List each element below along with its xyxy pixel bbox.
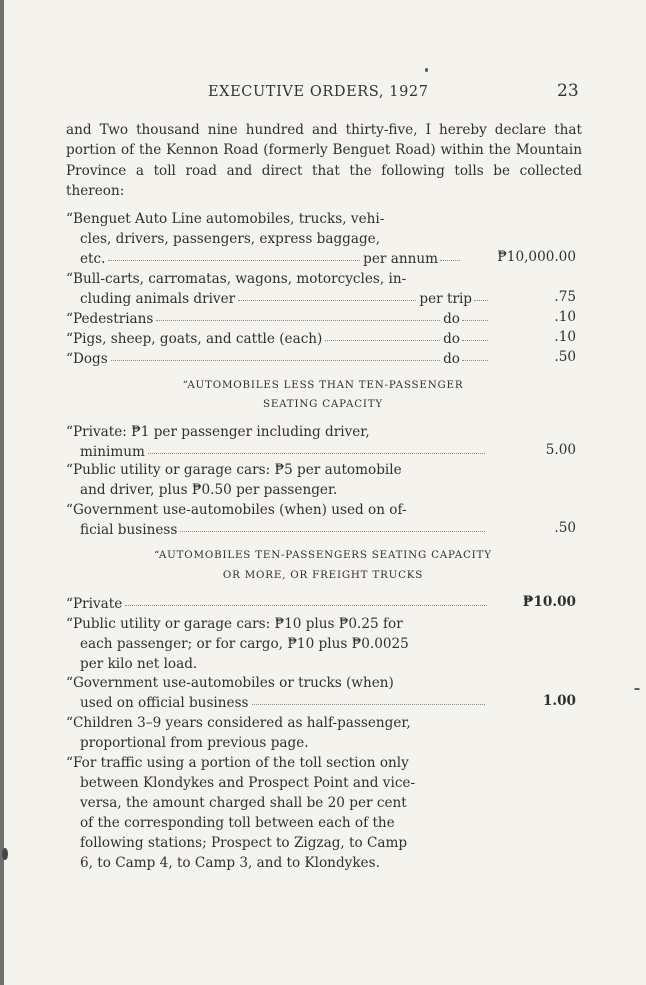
toll-text: cles, drivers, passengers, express baggage,: [80, 231, 381, 247]
page-number: 23: [557, 81, 579, 101]
leader-dots: [325, 330, 440, 341]
children-line1: [66, 713, 411, 733]
leader-dots: [156, 310, 440, 321]
toll-benguet-line1: [66, 209, 384, 229]
section-heading-large-line1: “AUTOMOBILES TEN-PASSENGERS SEATING CAPACITY: [154, 549, 492, 561]
ink-speck: [425, 68, 428, 72]
toll-text: “Public utility or garage cars: ₱5 per automobile: [66, 462, 402, 478]
toll-text: “Bull-carts, carromatas, wagons, motorcycles, in-: [66, 271, 407, 287]
traffic-line4: [80, 813, 395, 833]
leader-dots: [108, 250, 360, 261]
toll-dogs-line: [66, 349, 488, 369]
leader-dots: [148, 443, 485, 454]
toll-dogs-amount: .50: [554, 349, 576, 365]
leader-dots: [462, 330, 488, 341]
toll-pigs-line: [66, 329, 488, 349]
toll-text: and driver, plus ₱0.50 per passenger.: [80, 482, 338, 498]
leader-dots: [111, 350, 440, 361]
large-gov-amount: 1.00: [542, 693, 576, 709]
page-header-title: EXECUTIVE ORDERS, 1927: [208, 84, 429, 100]
toll-text: “Government use-automobiles or trucks (when): [66, 675, 394, 691]
toll-label: cluding animals driver: [80, 291, 236, 307]
toll-label: ficial business: [80, 522, 178, 538]
small-public-line2: [80, 480, 337, 500]
toll-bullcarts-line1: [66, 269, 406, 289]
large-gov-line2: [80, 693, 488, 713]
large-public-line1: [66, 614, 403, 634]
toll-pedestrians-line: [66, 309, 488, 329]
section-heading-small-line2: SEATING CAPACITY: [262, 398, 384, 410]
leader-dots: [440, 250, 460, 261]
toll-bullcarts-amount: .75: [554, 289, 576, 305]
small-gov-line2: [80, 520, 488, 540]
large-public-line2: [80, 634, 409, 654]
leader-dots: [462, 310, 488, 321]
large-private-amount: ₱10.00: [522, 594, 576, 610]
small-private-line2: [80, 442, 488, 462]
toll-text: 6, to Camp 4, to Camp 3, and to Klondykes.: [80, 855, 380, 871]
traffic-line6: [80, 853, 380, 873]
toll-text: proportional from previous page.: [80, 735, 309, 751]
toll-text: “For traffic using a portion of the toll section only: [66, 755, 409, 771]
toll-label: “Pigs, sheep, goats, and cattle (each): [66, 331, 323, 347]
toll-label: “Pedestrians: [66, 311, 154, 327]
section-heading-large-line2: OR MORE, OR FREIGHT TRUCKS: [222, 569, 424, 581]
large-gov-line1: [66, 673, 394, 693]
small-private-line1: [66, 422, 370, 442]
ink-speck: [2, 848, 8, 860]
toll-text: of the corresponding toll between each of the: [80, 815, 395, 831]
toll-benguet-line2: [80, 229, 380, 249]
toll-pigs-amount: .10: [554, 329, 576, 345]
toll-label: used on official business: [80, 695, 249, 711]
toll-text: “Children 3–9 years considered as half-passenger,: [66, 715, 411, 731]
section-heading-small-line1: “AUTOMOBILES LESS THAN TEN-PASSENGER: [182, 379, 464, 391]
traffic-line2: [80, 773, 415, 793]
toll-benguet-line3: [80, 249, 460, 269]
toll-label: etc.: [80, 251, 106, 267]
large-private-line: [66, 594, 490, 614]
children-line2: [80, 733, 309, 753]
leader-dots: [180, 521, 485, 532]
toll-text: between Klondykes and Prospect Point and vice-: [80, 775, 416, 791]
toll-text: each passenger; or for cargo, ₱10 plus ₱0.0025: [80, 636, 409, 652]
toll-unit: do: [443, 331, 460, 347]
toll-text: per kilo net load.: [80, 656, 198, 672]
intro-paragraph: and Two thousand nine hundred and thirty-five, I hereby declare that portion of the Kennon Road (formerly Benguet Road) within the Mountain Province a toll road and direct that the following tolls be collected thereon:: [66, 122, 582, 199]
ink-speck: [634, 688, 640, 690]
leader-dots: [462, 350, 488, 361]
toll-text: following stations; Prospect to Zigzag, to Camp: [80, 835, 408, 851]
small-gov-line1: [66, 500, 407, 520]
toll-bullcarts-line2: [80, 289, 488, 309]
toll-text: “Government use-automobiles (when) used on of-: [66, 502, 407, 518]
page-edge: [0, 0, 4, 985]
toll-label: “Private: [66, 596, 123, 612]
toll-label: minimum: [80, 444, 145, 460]
toll-text: versa, the amount charged shall be 20 per cent: [80, 795, 407, 811]
toll-label: “Dogs: [66, 351, 108, 367]
traffic-line1: [66, 753, 409, 773]
toll-unit: do: [443, 311, 460, 327]
toll-pedestrians-amount: .10: [554, 309, 576, 325]
traffic-line5: [80, 833, 407, 853]
toll-text: “Private: ₱1 per passenger including driver,: [66, 424, 370, 440]
leader-dots: [252, 694, 485, 705]
leader-dots: [238, 290, 416, 301]
large-public-line3: [80, 654, 197, 674]
toll-benguet-amount: ₱10,000.00: [497, 249, 576, 265]
small-gov-amount: .50: [554, 520, 576, 536]
leader-dots: [125, 595, 487, 606]
toll-text: “Public utility or garage cars: ₱10 plus ₱0.25 for: [66, 616, 403, 632]
traffic-line3: [80, 793, 407, 813]
toll-unit: do: [443, 351, 460, 367]
small-private-amount: 5.00: [545, 442, 576, 458]
toll-unit: per trip: [419, 291, 472, 307]
small-public-line1: [66, 460, 402, 480]
toll-unit: per annum: [363, 251, 438, 267]
toll-text: “Benguet Auto Line automobiles, trucks, vehi-: [66, 211, 385, 227]
